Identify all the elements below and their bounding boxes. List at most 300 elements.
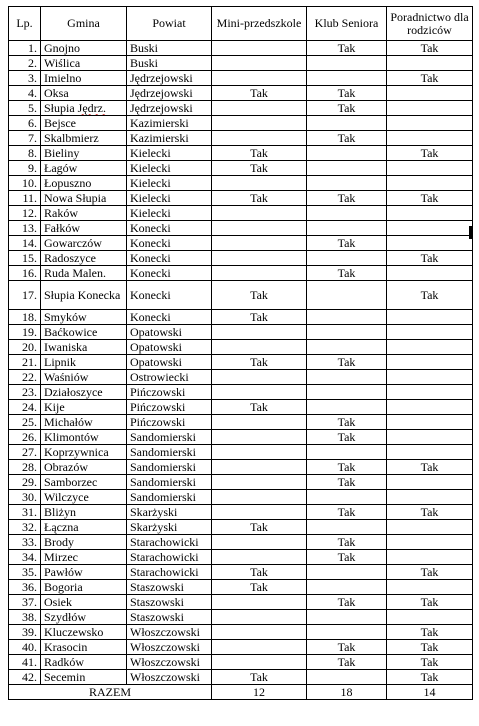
cell-gmina: Imielno: [41, 71, 127, 86]
cell-lp: 21.: [9, 355, 41, 370]
cell-mini: Tak: [212, 670, 307, 685]
cell-mini: Tak: [212, 146, 307, 161]
cell-klub: [307, 610, 387, 625]
cell-powiat: Starachowicki: [127, 535, 212, 550]
cell-poradnictwo: [387, 101, 473, 116]
cell-poradnictwo: [387, 520, 473, 535]
table-row: [9, 236, 473, 251]
cell-lp: 32.: [9, 520, 41, 535]
cell-poradnictwo: [387, 221, 473, 236]
table-row: [9, 325, 473, 340]
table-row: [9, 460, 473, 475]
cell-gmina: Wilczyce: [41, 490, 127, 505]
cell-lp: 23.: [9, 385, 41, 400]
total-row: [9, 685, 473, 700]
cell-powiat: Staszowski: [127, 580, 212, 595]
table-row: [9, 490, 473, 505]
table-row: [9, 370, 473, 385]
cell-mini: Tak: [212, 86, 307, 101]
header-powiat: Powiat: [127, 7, 212, 41]
cell-klub: Tak: [307, 460, 387, 475]
cell-lp: 2.: [9, 56, 41, 71]
cell-gmina: Baćkowice: [41, 325, 127, 340]
cell-klub: [307, 116, 387, 131]
table-row: [9, 595, 473, 610]
cell-poradnictwo: Tak: [387, 670, 473, 685]
cell-gmina: Łagów: [41, 161, 127, 176]
table-row: [9, 475, 473, 490]
cell-mini: [212, 206, 307, 221]
cell-lp: 25.: [9, 415, 41, 430]
cell-powiat: Buski: [127, 56, 212, 71]
cell-poradnictwo: [387, 131, 473, 146]
cell-mini: Tak: [212, 520, 307, 535]
cell-gmina: Łopuszno: [41, 176, 127, 191]
cell-gmina: Bejsce: [41, 116, 127, 131]
cell-mini: [212, 625, 307, 640]
cell-gmina: Działoszyce: [41, 385, 127, 400]
cell-powiat: Włoszczowski: [127, 670, 212, 685]
cell-mini: [212, 176, 307, 191]
cell-powiat: Włoszczowski: [127, 640, 212, 655]
cell-powiat: Pińczowski: [127, 400, 212, 415]
cell-klub: Tak: [307, 355, 387, 370]
cell-klub: Tak: [307, 505, 387, 520]
cell-poradnictwo: [387, 86, 473, 101]
cell-poradnictwo: [387, 550, 473, 565]
cell-lp: 33.: [9, 535, 41, 550]
header-klub-seniora: Klub Seniora: [307, 7, 387, 41]
cell-gmina: Klimontów: [41, 430, 127, 445]
cell-powiat: Kazimierski: [127, 131, 212, 146]
cell-powiat: Skarżyski: [127, 505, 212, 520]
cell-gmina: Krasocin: [41, 640, 127, 655]
cell-gmina: Gowarczów: [41, 236, 127, 251]
cell-powiat: Staszowski: [127, 610, 212, 625]
cell-gmina: Fałków: [41, 221, 127, 236]
cell-lp: 31.: [9, 505, 41, 520]
cell-klub: Tak: [307, 86, 387, 101]
cell-klub: [307, 325, 387, 340]
cell-klub: [307, 281, 387, 310]
cell-gmina: Obrazów: [41, 460, 127, 475]
edge-marker: [469, 226, 472, 239]
cell-gmina: Szydłów: [41, 610, 127, 625]
cell-lp: 7.: [9, 131, 41, 146]
spellcheck-underline: Jędrz.: [77, 100, 106, 115]
cell-poradnictwo: Tak: [387, 251, 473, 266]
cell-klub: [307, 625, 387, 640]
cell-poradnictwo: [387, 266, 473, 281]
cell-gmina: Gnojno: [41, 41, 127, 56]
table-row: [9, 520, 473, 535]
cell-klub: [307, 206, 387, 221]
cell-klub: Tak: [307, 475, 387, 490]
gminy-table: [8, 6, 473, 700]
cell-lp: 26.: [9, 430, 41, 445]
cell-powiat: Buski: [127, 41, 212, 56]
cell-poradnictwo: [387, 340, 473, 355]
cell-mini: Tak: [212, 281, 307, 310]
cell-powiat: Włoszczowski: [127, 625, 212, 640]
header-poradnictwo: Poradnictwo dla rodziców: [387, 7, 473, 41]
table-row: [9, 670, 473, 685]
cell-mini: [212, 505, 307, 520]
table-row: [9, 655, 473, 670]
cell-klub: Tak: [307, 101, 387, 116]
cell-poradnictwo: [387, 206, 473, 221]
cell-klub: [307, 146, 387, 161]
cell-powiat: Kielecki: [127, 146, 212, 161]
cell-gmina: Bliżyn: [41, 505, 127, 520]
cell-poradnictwo: [387, 535, 473, 550]
cell-lp: 1.: [9, 41, 41, 56]
cell-poradnictwo: [387, 161, 473, 176]
cell-gmina: Kije: [41, 400, 127, 415]
cell-lp: 13.: [9, 221, 41, 236]
cell-mini: [212, 595, 307, 610]
table-row: [9, 505, 473, 520]
cell-poradnictwo: [387, 385, 473, 400]
cell-powiat: Kielecki: [127, 161, 212, 176]
cell-mini: [212, 655, 307, 670]
cell-mini: [212, 116, 307, 131]
cell-lp: 36.: [9, 580, 41, 595]
cell-lp: 20.: [9, 340, 41, 355]
cell-mini: [212, 325, 307, 340]
table-row: [9, 161, 473, 176]
cell-mini: Tak: [212, 310, 307, 325]
cell-klub: [307, 56, 387, 71]
cell-poradnictwo: Tak: [387, 565, 473, 580]
table-row: [9, 191, 473, 206]
cell-klub: Tak: [307, 415, 387, 430]
cell-powiat: Skarżyski: [127, 520, 212, 535]
table-body: [9, 41, 473, 685]
cell-lp: 8.: [9, 146, 41, 161]
cell-poradnictwo: [387, 310, 473, 325]
cell-poradnictwo: Tak: [387, 146, 473, 161]
cell-klub: Tak: [307, 550, 387, 565]
table-row: [9, 56, 473, 71]
cell-lp: 39.: [9, 625, 41, 640]
cell-powiat: Pińczowski: [127, 415, 212, 430]
cell-powiat: Kielecki: [127, 176, 212, 191]
cell-mini: [212, 236, 307, 251]
table-row: [9, 221, 473, 236]
cell-powiat: Sandomierski: [127, 460, 212, 475]
cell-powiat: Kielecki: [127, 191, 212, 206]
cell-poradnictwo: [387, 325, 473, 340]
table-row: [9, 550, 473, 565]
cell-poradnictwo: Tak: [387, 71, 473, 86]
cell-mini: [212, 610, 307, 625]
table-row: [9, 400, 473, 415]
cell-gmina: Waśniów: [41, 370, 127, 385]
cell-poradnictwo: Tak: [387, 625, 473, 640]
cell-poradnictwo: Tak: [387, 655, 473, 670]
cell-klub: [307, 176, 387, 191]
cell-gmina: Oksa: [41, 86, 127, 101]
cell-mini: [212, 131, 307, 146]
cell-lp: 4.: [9, 86, 41, 101]
cell-klub: [307, 670, 387, 685]
cell-lp: 3.: [9, 71, 41, 86]
cell-mini: [212, 221, 307, 236]
table-row: [9, 41, 473, 56]
cell-gmina: Radoszyce: [41, 251, 127, 266]
table-row: [9, 625, 473, 640]
cell-poradnictwo: [387, 475, 473, 490]
cell-powiat: Opatowski: [127, 340, 212, 355]
cell-gmina: Bieliny: [41, 146, 127, 161]
cell-powiat: Jędrzejowski: [127, 71, 212, 86]
cell-lp: 9.: [9, 161, 41, 176]
cell-powiat: Jędrzejowski: [127, 101, 212, 116]
cell-mini: [212, 535, 307, 550]
cell-powiat: Sandomierski: [127, 490, 212, 505]
cell-mini: [212, 385, 307, 400]
cell-lp: 5.: [9, 101, 41, 116]
cell-mini: [212, 445, 307, 460]
cell-klub: [307, 370, 387, 385]
cell-mini: [212, 56, 307, 71]
cell-lp: 6.: [9, 116, 41, 131]
cell-lp: 38.: [9, 610, 41, 625]
cell-mini: Tak: [212, 355, 307, 370]
table-row: [9, 415, 473, 430]
cell-powiat: Konecki: [127, 266, 212, 281]
cell-mini: [212, 101, 307, 116]
table-row: [9, 535, 473, 550]
table-row: [9, 251, 473, 266]
cell-klub: [307, 400, 387, 415]
cell-gmina: Samborzec: [41, 475, 127, 490]
cell-mini: [212, 251, 307, 266]
table-row: [9, 385, 473, 400]
cell-powiat: Konecki: [127, 221, 212, 236]
cell-powiat: Konecki: [127, 281, 212, 310]
table-row: [9, 206, 473, 221]
cell-mini: [212, 460, 307, 475]
cell-lp: 40.: [9, 640, 41, 655]
cell-poradnictwo: Tak: [387, 595, 473, 610]
cell-klub: Tak: [307, 595, 387, 610]
cell-powiat: Opatowski: [127, 355, 212, 370]
cell-mini: [212, 71, 307, 86]
cell-lp: 42.: [9, 670, 41, 685]
cell-powiat: Opatowski: [127, 325, 212, 340]
cell-powiat: Kazimierski: [127, 116, 212, 131]
cell-mini: [212, 41, 307, 56]
cell-lp: 12.: [9, 206, 41, 221]
cell-poradnictwo: [387, 355, 473, 370]
cell-poradnictwo: Tak: [387, 505, 473, 520]
cell-gmina: Bogoria: [41, 580, 127, 595]
cell-gmina: Lipnik: [41, 355, 127, 370]
cell-gmina: Osiek: [41, 595, 127, 610]
cell-powiat: Ostrowiecki: [127, 370, 212, 385]
table-row: [9, 310, 473, 325]
total-label: RAZEM: [9, 685, 212, 700]
cell-mini: Tak: [212, 400, 307, 415]
cell-lp: 18.: [9, 310, 41, 325]
cell-gmina: Raków: [41, 206, 127, 221]
cell-mini: [212, 640, 307, 655]
cell-mini: [212, 430, 307, 445]
table-row: [9, 176, 473, 191]
cell-poradnictwo: Tak: [387, 640, 473, 655]
cell-powiat: Pińczowski: [127, 385, 212, 400]
cell-gmina: Secemin: [41, 670, 127, 685]
cell-lp: 11.: [9, 191, 41, 206]
cell-powiat: Sandomierski: [127, 430, 212, 445]
header-gmina: Gmina: [41, 7, 127, 41]
cell-mini: [212, 370, 307, 385]
cell-poradnictwo: Tak: [387, 460, 473, 475]
cell-klub: Tak: [307, 640, 387, 655]
cell-gmina: Koprzywnica: [41, 445, 127, 460]
cell-lp: 19.: [9, 325, 41, 340]
cell-klub: [307, 340, 387, 355]
cell-poradnictwo: [387, 176, 473, 191]
cell-klub: Tak: [307, 41, 387, 56]
cell-klub: [307, 385, 387, 400]
cell-lp: 35.: [9, 565, 41, 580]
cell-lp: 10.: [9, 176, 41, 191]
cell-powiat: Jędrzejowski: [127, 86, 212, 101]
cell-mini: [212, 266, 307, 281]
cell-mini: [212, 340, 307, 355]
table-row: [9, 640, 473, 655]
cell-poradnictwo: [387, 415, 473, 430]
cell-lp: 16.: [9, 266, 41, 281]
cell-gmina: Wiślica: [41, 56, 127, 71]
cell-klub: [307, 71, 387, 86]
cell-klub: Tak: [307, 236, 387, 251]
table-header-row: [9, 7, 473, 41]
header-mini-przedszkole: Mini-przedszkole: [212, 7, 307, 41]
table-row: [9, 281, 473, 310]
table-row: [9, 116, 473, 131]
cell-mini: [212, 490, 307, 505]
cell-poradnictwo: [387, 430, 473, 445]
table-row: [9, 71, 473, 86]
document-page: [8, 6, 472, 700]
cell-gmina: Radków: [41, 655, 127, 670]
cell-powiat: Staszowski: [127, 595, 212, 610]
total-poradnictwo: 14: [387, 685, 473, 700]
cell-klub: Tak: [307, 655, 387, 670]
cell-gmina: Iwaniska: [41, 340, 127, 355]
cell-gmina: Łączna: [41, 520, 127, 535]
cell-klub: [307, 251, 387, 266]
cell-klub: [307, 490, 387, 505]
cell-lp: 30.: [9, 490, 41, 505]
cell-poradnictwo: [387, 490, 473, 505]
cell-poradnictwo: [387, 400, 473, 415]
cell-gmina: Kluczewsko: [41, 625, 127, 640]
cell-lp: 14.: [9, 236, 41, 251]
cell-powiat: Konecki: [127, 236, 212, 251]
cell-lp: 24.: [9, 400, 41, 415]
cell-poradnictwo: [387, 610, 473, 625]
table-row: [9, 355, 473, 370]
cell-powiat: Włoszczowski: [127, 655, 212, 670]
cell-poradnictwo: [387, 236, 473, 251]
cell-gmina: Pawłów: [41, 565, 127, 580]
cell-powiat: Starachowicki: [127, 550, 212, 565]
table-row: [9, 610, 473, 625]
cell-klub: [307, 565, 387, 580]
table-row: [9, 266, 473, 281]
cell-klub: Tak: [307, 191, 387, 206]
cell-gmina: Ruda Malen.: [41, 266, 127, 281]
table-row: [9, 340, 473, 355]
cell-gmina: Słupia Jędrz.: [41, 101, 127, 116]
cell-mini: [212, 415, 307, 430]
cell-lp: 15.: [9, 251, 41, 266]
cell-klub: [307, 221, 387, 236]
table-row: [9, 565, 473, 580]
total-mini: 12: [212, 685, 307, 700]
cell-powiat: Konecki: [127, 251, 212, 266]
cell-gmina: Smyków: [41, 310, 127, 325]
cell-gmina: Skalbmierz: [41, 131, 127, 146]
cell-lp: 17.: [9, 281, 41, 310]
cell-klub: [307, 310, 387, 325]
cell-klub: Tak: [307, 430, 387, 445]
cell-powiat: Sandomierski: [127, 475, 212, 490]
cell-gmina: Mirzec: [41, 550, 127, 565]
cell-klub: [307, 520, 387, 535]
cell-klub: [307, 580, 387, 595]
cell-lp: 41.: [9, 655, 41, 670]
cell-lp: 28.: [9, 460, 41, 475]
header-lp: Lp.: [9, 7, 41, 41]
cell-lp: 27.: [9, 445, 41, 460]
cell-powiat: Sandomierski: [127, 445, 212, 460]
cell-mini: Tak: [212, 191, 307, 206]
cell-gmina: Michałów: [41, 415, 127, 430]
table-row: [9, 101, 473, 116]
cell-mini: Tak: [212, 161, 307, 176]
cell-mini: [212, 475, 307, 490]
cell-poradnictwo: Tak: [387, 41, 473, 56]
table-row: [9, 146, 473, 161]
cell-mini: Tak: [212, 580, 307, 595]
cell-lp: 34.: [9, 550, 41, 565]
cell-lp: 29.: [9, 475, 41, 490]
table-row: [9, 131, 473, 146]
cell-lp: 22.: [9, 370, 41, 385]
cell-poradnictwo: [387, 116, 473, 131]
cell-gmina: Brody: [41, 535, 127, 550]
cell-powiat: Starachowicki: [127, 565, 212, 580]
cell-lp: 37.: [9, 595, 41, 610]
cell-poradnictwo: [387, 580, 473, 595]
table-row: [9, 430, 473, 445]
cell-klub: [307, 161, 387, 176]
cell-mini: Tak: [212, 565, 307, 580]
table-row: [9, 445, 473, 460]
cell-poradnictwo: Tak: [387, 191, 473, 206]
cell-powiat: Kielecki: [127, 206, 212, 221]
cell-gmina: Słupia Konecka: [41, 281, 127, 310]
cell-klub: [307, 445, 387, 460]
cell-poradnictwo: Tak: [387, 281, 473, 310]
cell-gmina: Nowa Słupia: [41, 191, 127, 206]
